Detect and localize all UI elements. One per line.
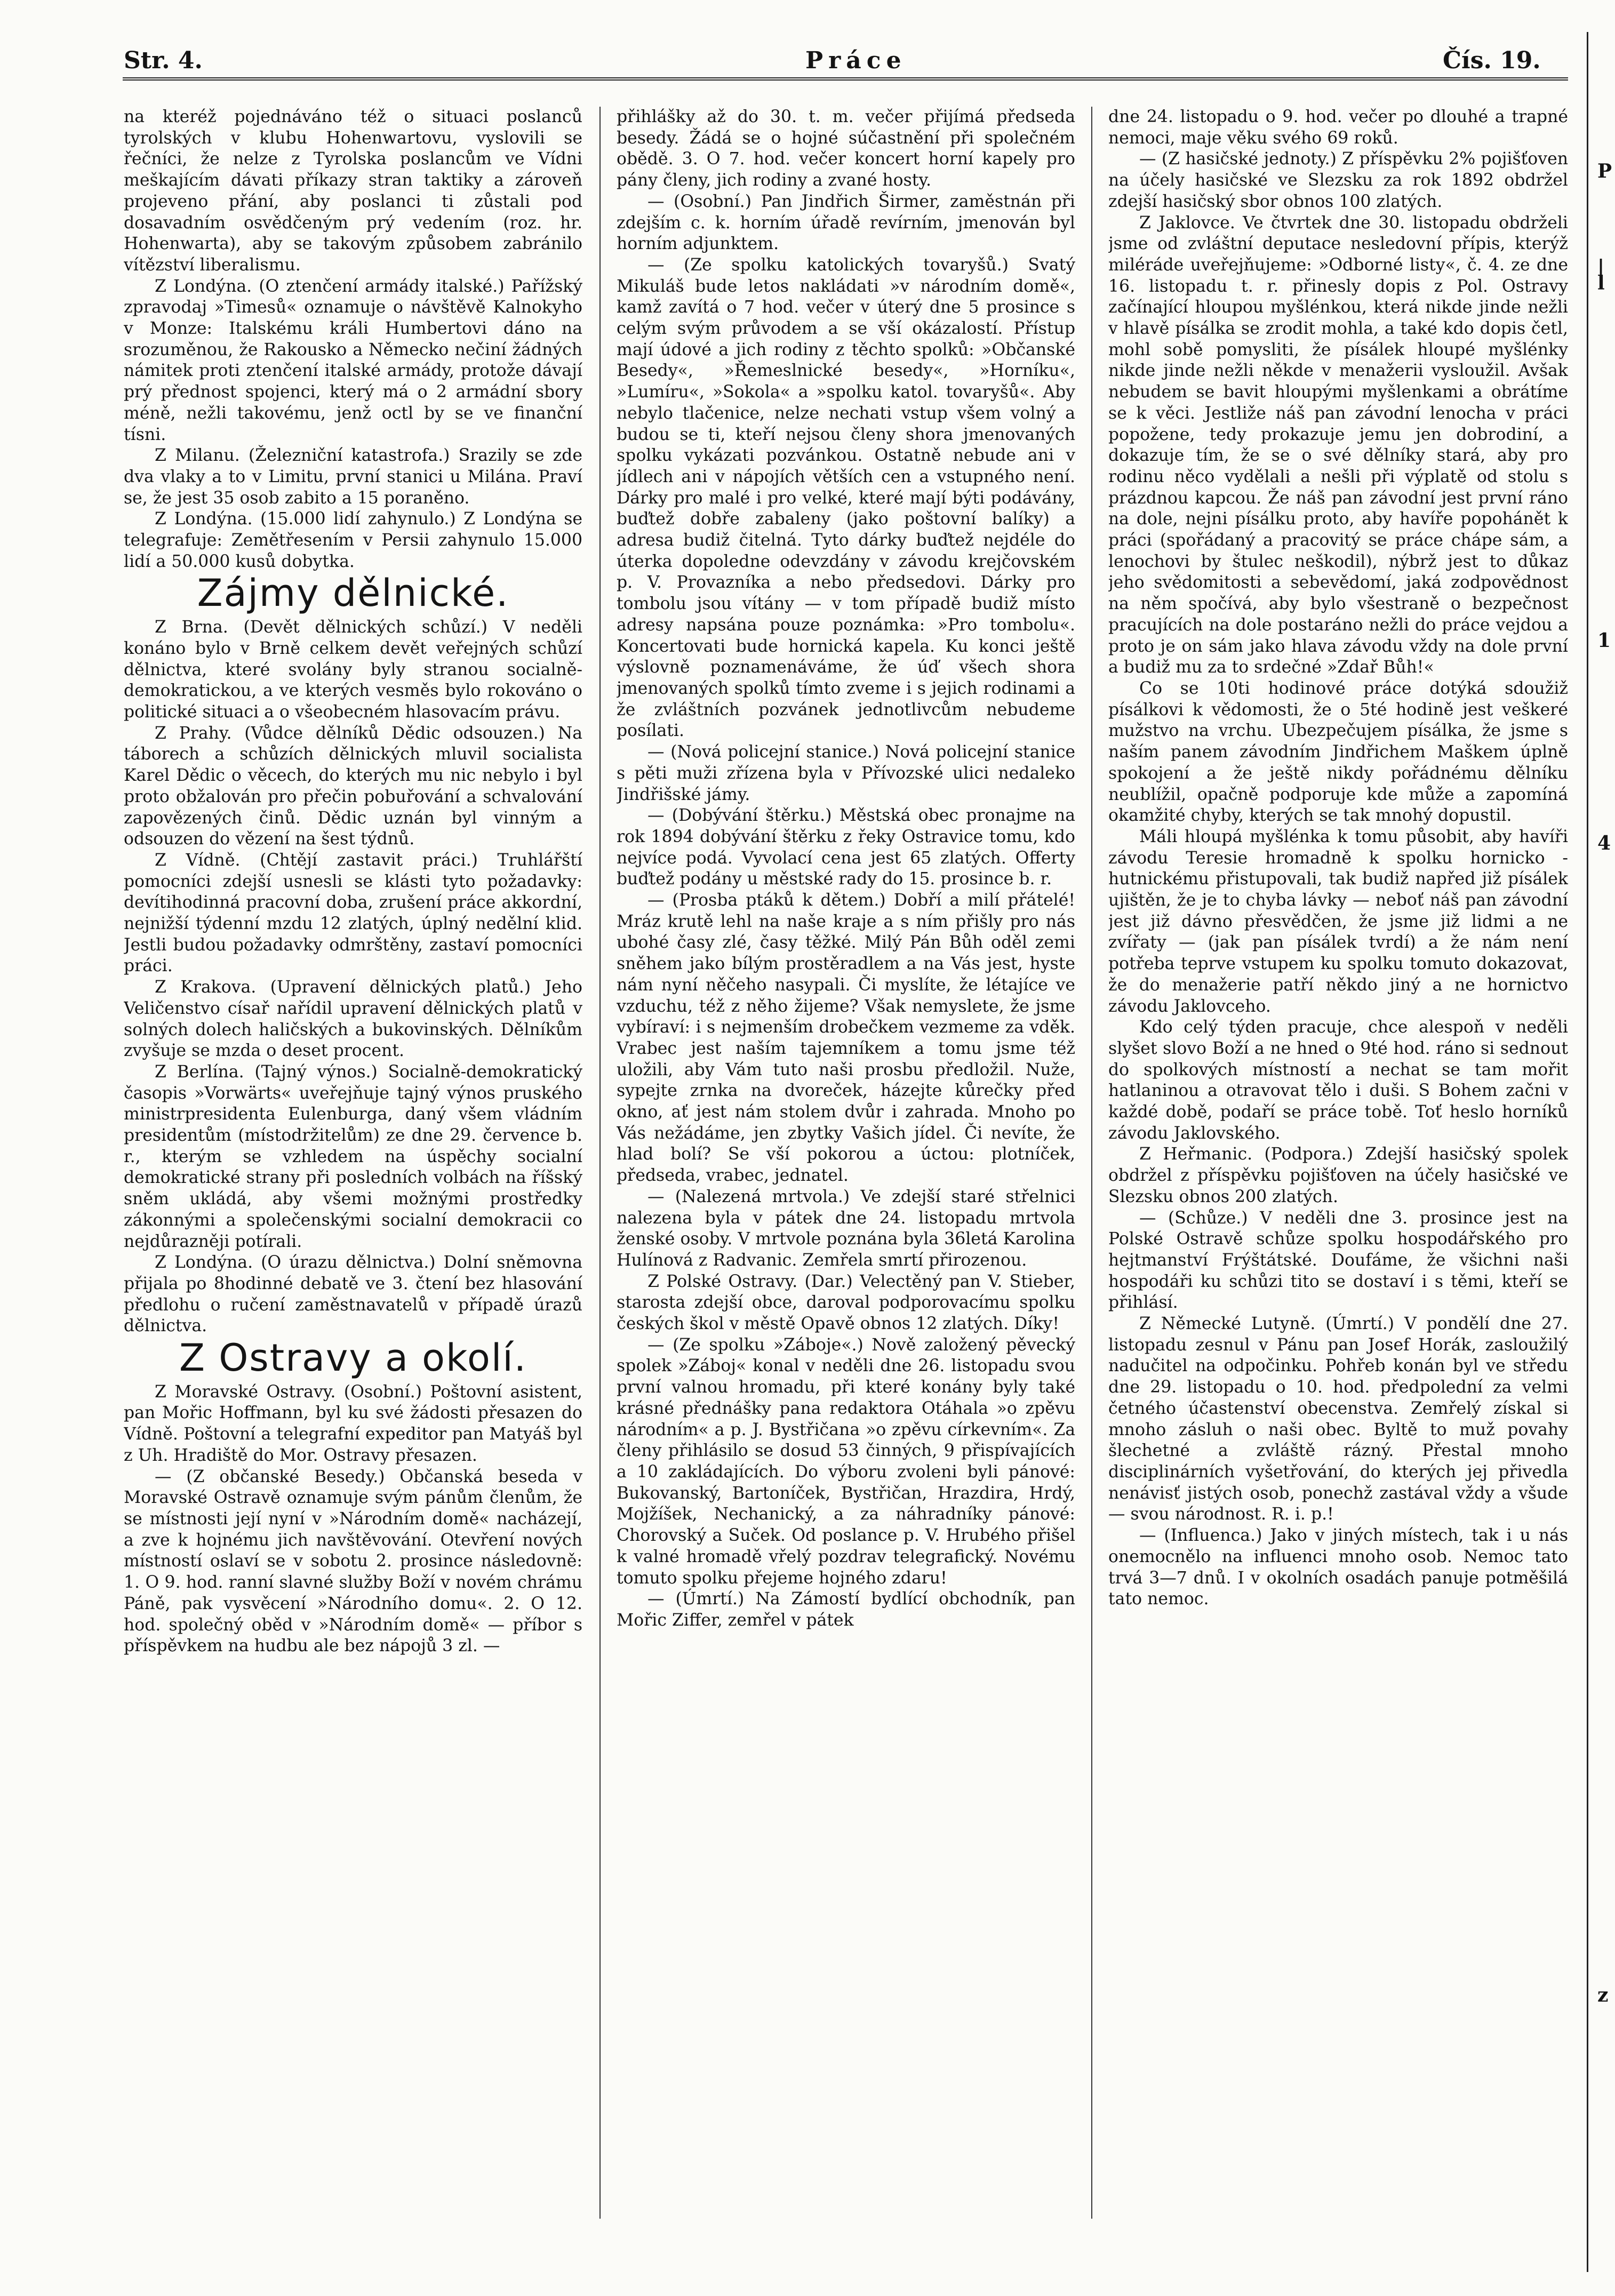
article-paragraph: — (Nalezená mrtvola.) Ve zdejší staré střelnici nalezena byla v pátek dne 24. listopadu mrtvola ženské osoby. V mrtvole poznána byla 36letá Karolina Hulínová z Radvanic. Zemřela smrtí přirozenou.: [617, 1187, 1075, 1270]
article-paragraph: — (Úmrtí.) Na Zámostí bydlící obchodník, pan Mořic Ziffer, zemřel v pátek: [617, 1589, 1075, 1630]
page-number: Str. 4.: [124, 47, 203, 74]
facing-page-edge: [1587, 32, 1588, 2272]
facing-page-fragment: 4: [1597, 832, 1611, 854]
article-paragraph: dne 24. listopadu o 9. hod. večer po dlouhé a trapné nemoci, maje věku svého 69 roků.: [1108, 107, 1568, 148]
article-paragraph: na kteréž pojednáváno též o situaci poslanců tyrolských v klubu Hohenwartovu, vyslovili se řečníci, že nelze z Tyrolska poslancům ve Vídni meškajícím dávati příkazy stran taktiky a zároveň projeveno přání, aby poslanci ti zůstali pod dosavadním osvědčeným prý vedením (roz. hr. Hohenwarta), aby se takovým způsobem zabránilo vítězství liberalismu.: [124, 107, 582, 275]
article-paragraph: — (Ze spolku katolických tovaryšů.) Svatý Mikuláš bude letos nakládati »v národním domě«, kamž zavítá o 7 hod. večer v úterý dne 5 prosince s celým svým průvodem a se vší okázalostí. Přístup mají údové a jich rodiny z těchto spolků: »Občanské Besedy«, »Řemeslnické besedy«, »Horníku«, »Lumíru«, »Sokola« a »spolku katol. tovaryšů«. Aby nebylo tlačenice, nelze nechati vstup všem volný a budou se ti, kteří nejsou členy shora jmenovaných spolku vykázati pozvánkou. Ostatně nebude ani v jídlech ani v nápojích větších cen a vstupného není. Dárky pro malé i pro velké, které mají býti podávány, buďtež dobře zabaleny (jako poštovní balíky) a adresa budiž čitelná. Tyto dárky buďtež nejdéle do úterka dopoledne odevzdány v závodu krejčovském p. V. Provazníka a nebo předsedovi. Dárky pro tombolu jsou vítány — v tom případě budiž místo adresy napsána pouze poznámka: »Pro tombolu«. Koncertovati bude hornická kapela. Ku konci ještě výslovně poznamenáváme, že úď všech shora jmenovaných spolků tímto zveme i s jejich rodinami a že zvláštních pozvánek jednotlivcům nebudeme posílati.: [617, 255, 1075, 741]
article-paragraph: — (Schůze.) V neděli dne 3. prosince jest na Polské Ostravě schůze spolku hospodářského pro hejtmanství Frýštátské. Doufáme, že všichni naši hospodáři ku schůzi tito se dostaví i s těmi, kteří se přihlásí.: [1108, 1208, 1568, 1313]
header-rule: [123, 77, 1568, 84]
article-paragraph: — (Ze spolku »Záboje«.) Nově založený pěvecký spolek »Záboj« konal v neděli dne 26. listopadu svou první valnou hromadu, při které konány byly také krásné přednášky pana redaktora Otáhala »o zpěvu národním« a p. J. Bystřičana »o zpěvu církevním«. Za členy přihlásilo se dosud 53 činných, 9 přispívajících a 10 zakládajících. Do výboru zvoleni byli pánové: Bukovanský, Bartoníček, Bystřičan, Hrazdira, Hrdý, Mojžíšek, Nechanický, a za náhradníky pánové: Chorovský a Suček. Od poslance p. V. Hrubého přišel k valné hromadě vřelý pozdrav telegrafický. Novému tomuto spolku přejeme hojného zdaru!: [617, 1335, 1075, 1588]
article-paragraph: Z Berlína. (Tajný výnos.) Socialně-demokratický časopis »Vorwärts« uveřejňuje tajný výnos pruského ministrpresidenta Eulenburga, daný všem vládním presidentům (místodržitelům) ze dne 29. července b. r., kterým se vzhledem na úspěchy socialní demokratické strany při posledních volbách na říšský sněm ukládá, aby všemi možnými prostředky zákonnými a společenskými socialní demokracii co nejdůrazněji potírali.: [124, 1062, 582, 1251]
facing-page-fragment: z: [1597, 1984, 1609, 2006]
section-heading: Z Ostravy a okolí.: [179, 1336, 527, 1380]
section-heading: Zájmy dělnické.: [197, 571, 509, 615]
issue-number: Čís. 19.: [1443, 47, 1541, 74]
article-paragraph: Máli hloupá myšlénka k tomu působit, aby havíři závodu Teresie hromadně k spolku hornicko - hutnickému přistupovali, tak budiž napřed již písálek ujištěn, že je to chyba lávky — neboť náš pan závodní jest již dávno přesvědčen, že jsme již lidmi a ne zvířaty — (jak pan písálek tvrdí) a že nám není potřeba teprve vstupem ku spolku tomuto dokazovat, že do menažerie patří někdo jiný a ne hornictvo závodu Jaklovceho.: [1108, 827, 1568, 1016]
article-paragraph: Z Moravské Ostravy. (Osobní.) Poštovní asistent, pan Mořic Hoffmann, byl ku své žádosti přesazen do Vídně. Poštovní a telegrafní expeditor pan Matyáš byl z Uh. Hradiště do Mor. Ostravy přesazen.: [124, 1382, 582, 1465]
column-1: [124, 107, 582, 2219]
article-paragraph: — (Z občanské Besedy.) Občanská beseda v Moravské Ostravě oznamuje svým pánům členům, že se místnosti její nyní v »Národním domě« nacházejí, a zve k hojnému jich navštěvování. Otevření nových místností oslaví se v sobotu 2. prosince následovně: 1. O 9. hod. ranní slavné služby Boží v novém chrámu Páně, pak vysvěcení »Národního domu«. 2. O 12. hod. společný oběd v »Národním domě« — příbor s příspěvkem na hudbu ale bez nápojů 3 zl. —: [124, 1467, 582, 1656]
article-paragraph: Z Brna. (Devět dělnických schůzí.) V neděli konáno bylo v Brně celkem devět veřejných schůzí dělnictva, které svolány byly stranou socialně-demokratickou, a ve kterých vesměs bylo rokováno o politické situaci a o všeobecném hlasovacím právu.: [124, 618, 582, 722]
article-paragraph: Z Jaklovce. Ve čtvrtek dne 30. listopadu obdrželi jsme od zvláštní deputace nesledovní přípis, kterýž miléráde uveřejňujeme: »Odborné listy«, č. 4. ze dne 16. listopadu t. r. přinesly dopis z Pol. Ostravy začínající hloupou myšlénkou, která nikde jinde nežli v hlavě písálka se zrodit mohla, a také kdo dopis četl, mohl sobě pomysliti, že písálek hloupé myšlénky nikde jinde nežli někde v menažerii vysloužil. Avšak nebudem se bavit hloupými myšlenkami a obrátíme se k věci. Jestliže náš pan závodní lenocha v práci popožene, tedy prokazuje jemu jen dobrodiní, a dokazuje tím, že se o své dělníky stará, aby pro rodinu něco vydělali a nešli při výplatě od stolu s prázdnou kapcou. Že náš pan závodní jest první ráno na dole, nejni písálku proto, aby havíře popohánět k práci (spořádaný a pracovitý se práce chápe sám, a lenochovi by štulec neškodil), nýbrž jest to důkaz jeho svědomitosti a sebevědomí, jaká zodpovědnost na něm spočívá, aby bylo všestraně o bezpečnost pracujících na dole postaráno nežli do práce vejdou a proto je on sám jako hlava závodu vždy na dole první a budiž mu za to srdečné »Zdař Bůh!«: [1108, 213, 1568, 677]
article-paragraph: — (Prosba ptáků k dětem.) Dobří a milí přátelé! Mráz krutě lehl na naše kraje a s ním přišly pro nás ubohé časy zlé, časy těžké. Milý Pán Bůh oděl zemi sněhem jako bílým prostěradlem a na Vás jest, hyste nám nyní něčeho nasypali. Či myslíte, že létajíce ve vzduchu, též z něho žijeme? Však nemyslete, že jsme vybíraví: i s nejmenším drobečkem vezmeme za vděk. Vrabec jest naším tajemníkem a tomu jsme též uložili, aby Vám tuto naši prosbu předložil. Nuže, sypejte zrnka na dvoreček, házejte kůrečky před okno, ať jest nám stolem dvůr i zahrada. Mnoho po Vás nežádáme, jen zbytky Vašich jídel. Či nevíte, že hlad bolí? Se vší pokorou a úctou: plotníček, předseda, vrabec, jednatel.: [617, 891, 1075, 1186]
article-paragraph: Z Vídně. (Chtějí zastavit práci.) Truhlářští pomocníci zdejší usnesli se klásti tyto požadavky: devítihodinná pracovní doba, zrušení práce akkordní, nejnižší týdenní mzdu 12 zlatých, úplný nedělní klid. Jestli budou požadavky odmrštěny, zastaví pomocníci práci.: [124, 850, 582, 976]
masthead-title: Práce: [805, 47, 907, 74]
facing-page-fragment: P: [1597, 160, 1612, 182]
article-paragraph: Z Krakova. (Upravení dělnických platů.) Jeho Veličenstvo císař nařídil upravení dělnických platů v solných dolech haličských a bukovinských. Dělníkům zvyšuje se mzda o deset procent.: [124, 978, 582, 1061]
article-paragraph: Kdo celý týden pracuje, chce alespoň v neděli slyšet slovo Boží a ne hned o 9té hod. ráno si sednout do spolkových místností a nechat se tam mořit hatlaninou a otravovat tělo i duši. S Bohem začni v každé době, podaří se práce tobě. Toť heslo horníků závodu Jaklovského.: [1108, 1018, 1568, 1143]
facing-page-fragment: |: [1597, 256, 1605, 278]
article-paragraph: Z Německé Lutyně. (Úmrtí.) V pondělí dne 27. listopadu zesnul v Pánu pan Josef Horák, zasloužilý nadučitel na odpočinku. Pohřeb konán byl ve středu dne 29. listopadu o 10. hod. předpolední za velmi četného účastenství obecenstva. Zemřelý získal si mnoho zásluh o naši obec. Byltě to muž povahy šlechetné a zvláště rázný. Přestal mnoho disciplinárních vyšetřování, do kterých jej přivedla nenávisť jistých osob, ponechž zastával vždy a všude — svou národnost. R. i. p.!: [1108, 1314, 1568, 1524]
article-paragraph: Z Heřmanic. (Podpora.) Zdejší hasičský spolek obdržel z příspěvku pojišťoven na účely hasičské ve Slezsku obnos 200 zlatých.: [1108, 1145, 1568, 1206]
article-paragraph: Z Londýna. (O ztenčení armády italské.) Pařížský zpravodaj »Timesů« oznamuje o návštěvě Kalnokyho v Monze: Italskému králi Humbertovi dáno na srozuměnou, že Rakousko a Německo nečiní žádných námitek proti ztenčení italské armády, protože dávají prý přednost spojenci, který má o 2 armádní sbory méně, nežli takovému, jenž octl by se ve finanční tísni.: [124, 276, 582, 444]
article-paragraph: — (Influenca.) Jako v jiných místech, tak i u nás onemocnělo na influenci mnoho osob. Nemoc tato trvá 3—7 dnů. I v okolních osadách panuje potměšilá tato nemoc.: [1108, 1526, 1568, 1609]
article-paragraph: Z Londýna. (15.000 lidí zahynulo.) Z Londýna se telegrafuje: Zemětřesením v Persii zahynulo 15.000 lidí a 50.000 kusů dobytka.: [124, 509, 582, 571]
article-paragraph: — (Z hasičské jednoty.) Z příspěvku 2% pojišťoven na účely hasičské ve Slezsku za rok 1892 obdržel zdejší hasičský sbor obnos 100 zlatých.: [1108, 149, 1568, 211]
article-paragraph: přihlášky až do 30. t. m. večer přijímá předseda besedy. Žádá se o hojné súčastnění při společném obědě. 3. O 7. hod. večer koncert horní kapely pro pány členy, jich rodiny a zvané hosty.: [617, 107, 1075, 190]
article-paragraph: — (Nová policejní stanice.) Nová policejní stanice s pěti muži zřízena byla v Přívozské ulici nedaleko Jindřišské jámy.: [617, 742, 1075, 804]
column-2: [617, 107, 1075, 2219]
article-paragraph: Z Prahy. (Vůdce dělníků Dědic odsouzen.) Na táborech a schůzích dělnických mluvil socialista Karel Dědic o věcech, do kterých mu nic nebylo i byl proto obžalován pro přečin pobuřování a schvalování zapovězených činů. Dědic uznán byl vinným a odsouzen do vězení na šest týdnů.: [124, 723, 582, 849]
facing-page-fragment: 1: [1597, 629, 1611, 652]
column-divider: [599, 107, 601, 2219]
article-paragraph: Z Londýna. (O úrazu dělnictva.) Dolní sněmovna přijala po 8hodinné debatě ve 3. čtení bez hlasování předlohu o ručení zaměstnavatelů v případě úrazů dělnictva.: [124, 1253, 582, 1336]
column-divider: [1091, 107, 1092, 2219]
article-paragraph: Co se 10ti hodinové práce dotýká sdoužiž písálkovi k vědomosti, že o 5té hodině jest veškeré mužstvo na vrchu. Ubezpečujem písálka, že jsme s naším panem závodním Jindřichem Maškem úplně spokojení a že ještě nikdy pořádnému dělníku neublížil, opačně podporuje kde může a zapomíná okamžité chyby, kterých se tak mnohý dopustil.: [1108, 678, 1568, 826]
article-paragraph: — (Osobní.) Pan Jindřich Širmer, zaměstnán při zdejším c. k. horním úřadě revírním, jmenován byl horním adjunktem.: [617, 191, 1075, 254]
facing-page-fragment: l: [1597, 272, 1605, 294]
article-paragraph: Z Milanu. (Železniční katastrofa.) Srazily se zde dva vlaky a to v Limitu, první stanici u Milána. Praví se, že jest 35 osob zabito a 15 poraněno.: [124, 446, 582, 508]
article-paragraph: — (Dobývání štěrku.) Městská obec pronajme na rok 1894 dobývání štěrku z řeky Ostravice tomu, kdo nejvíce podá. Vyvolací cena jest 65 zlatých. Offerty buďtež podány u městské rady do 15. prosince b. r.: [617, 806, 1075, 889]
column-3: [1108, 107, 1568, 2219]
article-paragraph: Z Polské Ostravy. (Dar.) Velectěný pan V. Stieber, starosta zdejší obce, daroval podporovacímu spolku českých škol v městě Opavě obnos 12 zlatých. Díky!: [617, 1271, 1075, 1334]
